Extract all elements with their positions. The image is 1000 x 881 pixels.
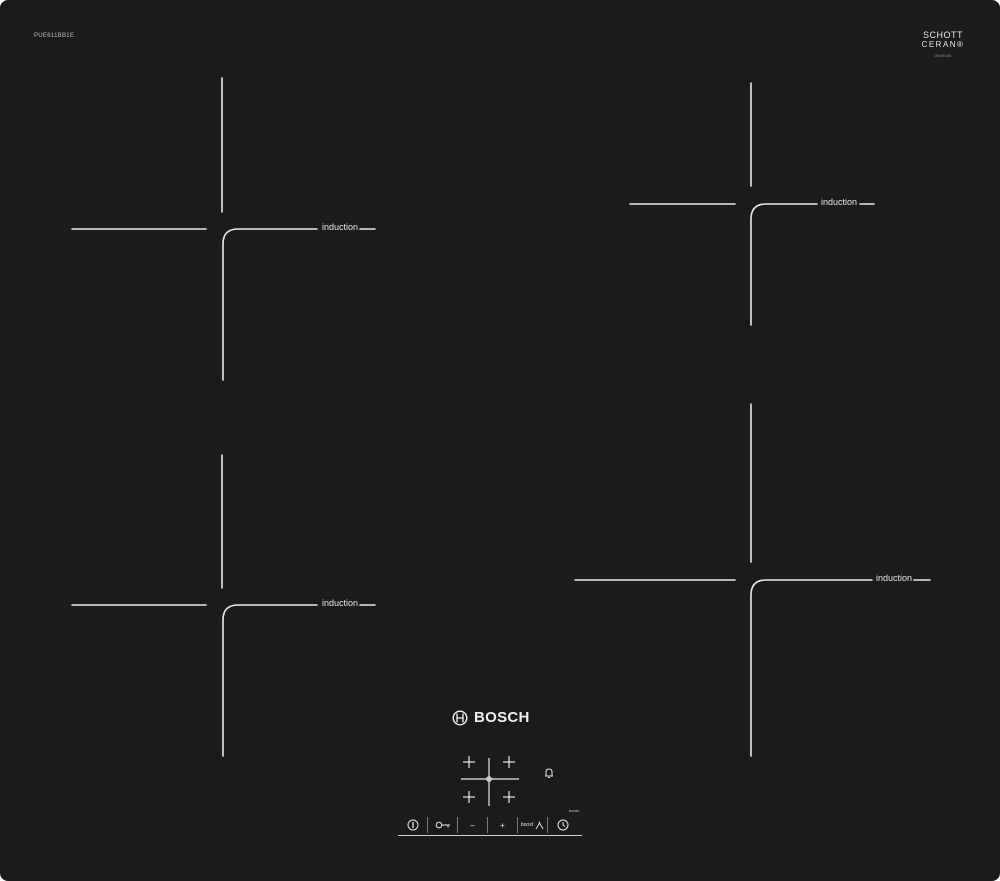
control-strip xyxy=(398,815,582,836)
power-button[interactable] xyxy=(398,817,428,833)
brand-name: BOSCH xyxy=(474,709,530,726)
minus-button[interactable]: – xyxy=(458,817,488,833)
bell-icon xyxy=(544,767,554,779)
zone-selector-pad xyxy=(458,754,522,808)
boost-small-label: boost xyxy=(569,808,579,813)
zone-label-front-left: induction xyxy=(322,222,359,232)
zone-label-back-left: induction xyxy=(322,598,359,608)
schott-logo-line2: CERAN® xyxy=(921,40,965,49)
timer-icon xyxy=(557,819,569,831)
timer-button[interactable] xyxy=(548,817,578,833)
bell-button[interactable] xyxy=(544,766,554,784)
zone-label-back-right: induction xyxy=(821,197,858,207)
child-lock-button[interactable] xyxy=(428,817,458,833)
bosch-brand xyxy=(452,709,530,726)
zone-selector-graphic xyxy=(458,754,522,808)
boost-label: boost xyxy=(520,822,534,828)
power-icon xyxy=(407,819,419,831)
boost-icon xyxy=(535,821,544,830)
schott-logo-line1: SCHOTT xyxy=(923,30,963,40)
schott-code: 0000000 xyxy=(934,53,952,58)
bosch-armature-icon xyxy=(452,710,468,726)
model-code: PUE611BB1E xyxy=(34,33,75,39)
plus-button[interactable]: + xyxy=(488,817,518,833)
zone-label-front-right: induction xyxy=(876,573,913,583)
key-lock-icon xyxy=(435,820,451,830)
boost-button[interactable] xyxy=(518,817,548,833)
